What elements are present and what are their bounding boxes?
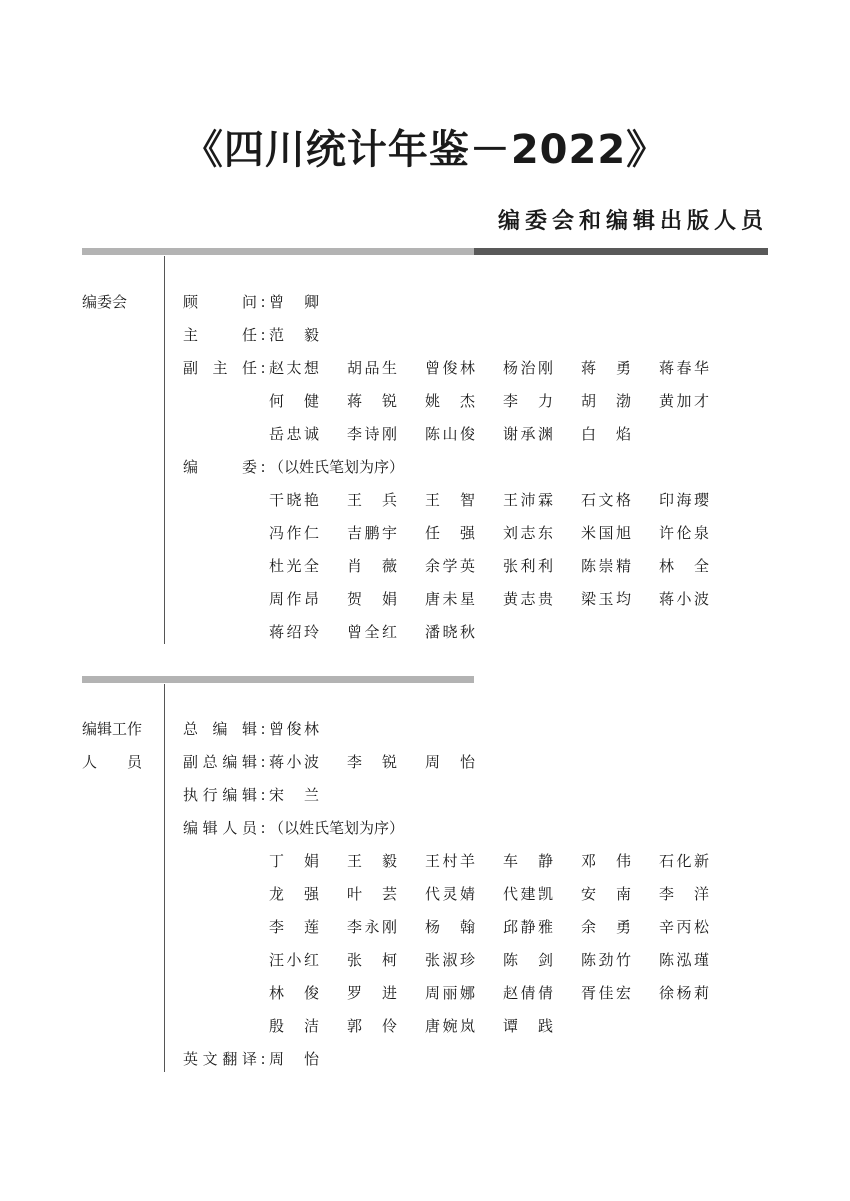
deputy-chief-editor-names: [269, 746, 503, 779]
editor-names-row-5: [269, 977, 737, 1010]
person-name: 曾 卿: [269, 293, 319, 311]
role-label: 编辑人员: [183, 819, 257, 837]
person-name: 王村羊: [425, 852, 475, 870]
person-name: 邓 伟: [581, 852, 631, 870]
person-name: 陈劲竹: [581, 951, 631, 969]
person-name: 唐婉岚: [425, 1017, 475, 1035]
person-name: 代灵婧: [425, 885, 475, 903]
person-name: 岳忠诚: [269, 425, 319, 443]
committee-label-text: 编委会: [82, 293, 128, 311]
person-name: 王 毅: [347, 852, 397, 870]
person-name: 许伦泉: [659, 524, 709, 542]
editorial-divider: [164, 684, 165, 1072]
committee-divider: [164, 256, 165, 644]
person-name: 范 毅: [269, 326, 319, 344]
person-name: 曾俊林: [425, 359, 475, 377]
person-name: 姚 杰: [425, 392, 475, 410]
person-name: 蒋春华: [659, 359, 709, 377]
person-name: 王 智: [425, 491, 475, 509]
person-name: 周 怡: [425, 753, 475, 771]
person-name: 曾全红: [347, 623, 397, 641]
member-names-row-2: [269, 517, 737, 550]
top-rule-light: [82, 248, 474, 255]
editor-names-row-6: [269, 1010, 581, 1043]
advisor-row: 顾 问 : 曾 卿: [183, 286, 347, 319]
deputy-chief-editor-row: 副总编辑 :: [183, 746, 269, 779]
person-name: 石化新: [659, 852, 709, 870]
role-label: 英文翻译: [183, 1050, 257, 1068]
person-name: 黄志贵: [503, 590, 553, 608]
person-name: 蒋 锐: [347, 392, 397, 410]
person-name: 任 强: [425, 524, 475, 542]
editor-names-row-1: [269, 845, 737, 878]
person-name: 赵倩倩: [503, 984, 553, 1002]
person-name: 蒋小波: [269, 753, 319, 771]
member-names-row-4: [269, 583, 737, 616]
person-name: 冯作仁: [269, 524, 319, 542]
chief-editor-row: 总 编 辑 : 曾俊林: [183, 713, 347, 746]
person-name: 王沛霖: [503, 491, 553, 509]
person-name: 龙 强: [269, 885, 319, 903]
person-name: 黄加才: [659, 392, 709, 410]
person-name: 张利利: [503, 557, 553, 575]
section-rule: [82, 676, 474, 683]
editor-names-row-2: [269, 878, 737, 911]
person-name: 余 勇: [581, 918, 631, 936]
role-label: 编 委: [183, 458, 257, 476]
person-name: 刘志东: [503, 524, 553, 542]
director-row: 主 任 : 范 毅: [183, 319, 347, 352]
person-name: 辛丙松: [659, 918, 709, 936]
top-rule-dark: [474, 248, 768, 255]
person-name: 干晓艳: [269, 491, 319, 509]
person-name: 肖 薇: [347, 557, 397, 575]
person-name: 周作昂: [269, 590, 319, 608]
deputy-director-names-row-3: [269, 418, 659, 451]
person-name: 蒋 勇: [581, 359, 631, 377]
ordering-note: （以姓氏笔划为序）: [269, 458, 405, 476]
book-title: 《四川统计年鉴－2022》: [182, 127, 668, 173]
person-name: 杨 翰: [425, 918, 475, 936]
members-row: 编 委 : （以姓氏笔划为序）: [183, 451, 404, 484]
executive-editor-row: 执行编辑 : 宋 兰: [183, 779, 347, 812]
committee-label: [82, 286, 127, 319]
member-names-row-3: [269, 550, 737, 583]
person-name: 郭 伶: [347, 1017, 397, 1035]
person-name: 杨治刚: [503, 359, 553, 377]
person-name: 余学英: [425, 557, 475, 575]
person-name: 张 柯: [347, 951, 397, 969]
person-name: 李诗刚: [347, 425, 397, 443]
role-label: 主 任: [183, 326, 257, 344]
person-name: 陈 剑: [503, 951, 553, 969]
person-name: 蒋绍玲: [269, 623, 319, 641]
person-name: 丁 娟: [269, 852, 319, 870]
person-name: 陈山俊: [425, 425, 475, 443]
person-name: 叶 芸: [347, 885, 397, 903]
role-label: 副 主 任: [183, 359, 257, 377]
person-name: 印海璎: [659, 491, 709, 509]
person-name: 何 健: [269, 392, 319, 410]
deputy-director-row: 副 主 任 :: [183, 352, 269, 385]
person-name: 宋 兰: [269, 786, 319, 804]
person-name: 米国旭: [581, 524, 631, 542]
person-name: 徐杨莉: [659, 984, 709, 1002]
member-names-row-5: [269, 616, 503, 649]
person-name: 陈崇精: [581, 557, 631, 575]
person-name: 李 锐: [347, 753, 397, 771]
page-heading: 编委会和编辑出版人员: [497, 208, 768, 234]
editor-names-row-3: [269, 911, 737, 944]
editors-row: 编辑人员 : （以姓氏笔划为序）: [183, 812, 404, 845]
person-name: 车 静: [503, 852, 553, 870]
role-label: 副总编辑: [183, 753, 257, 771]
person-name: 梁玉均: [581, 590, 631, 608]
role-label: 顾 问: [183, 293, 257, 311]
person-name: 林 全: [659, 557, 709, 575]
person-name: 吉鹏宇: [347, 524, 397, 542]
deputy-director-names-row-1: [269, 352, 737, 385]
editorial-label-line2: 人 员: [82, 753, 143, 771]
person-name: 李 力: [503, 392, 553, 410]
person-name: 汪小红: [269, 951, 319, 969]
person-name: 石文格: [581, 491, 631, 509]
ordering-note: （以姓氏笔划为序）: [269, 819, 405, 837]
person-name: 邱静雅: [503, 918, 553, 936]
person-name: 胥佳宏: [581, 984, 631, 1002]
person-name: 蒋小波: [659, 590, 709, 608]
deputy-director-names-row-2: [269, 385, 737, 418]
person-name: 李永刚: [347, 918, 397, 936]
person-name: 赵太想: [269, 359, 319, 377]
editor-names-row-4: [269, 944, 737, 977]
person-name: 林 俊: [269, 984, 319, 1002]
person-name: 罗 进: [347, 984, 397, 1002]
role-label: 总 编 辑: [183, 720, 257, 738]
person-name: 王 兵: [347, 491, 397, 509]
person-name: 潘晓秋: [425, 623, 475, 641]
person-name: 胡品生: [347, 359, 397, 377]
person-name: 谭 践: [503, 1017, 553, 1035]
editorial-label-line1: 编辑工作: [82, 720, 143, 738]
person-name: 胡 渤: [581, 392, 631, 410]
person-name: 周 怡: [269, 1050, 319, 1068]
person-name: 曾俊林: [269, 720, 319, 738]
person-name: 白 焰: [581, 425, 631, 443]
person-name: 陈泓瑾: [659, 951, 709, 969]
person-name: 代建凯: [503, 885, 553, 903]
person-name: 张淑珍: [425, 951, 475, 969]
editorial-label: [82, 713, 142, 779]
person-name: 杜光全: [269, 557, 319, 575]
person-name: 贺 娟: [347, 590, 397, 608]
translator-row: 英文翻译 : 周 怡: [183, 1043, 347, 1076]
person-name: 李 莲: [269, 918, 319, 936]
person-name: 殷 洁: [269, 1017, 319, 1035]
person-name: 李 洋: [659, 885, 709, 903]
person-name: 安 南: [581, 885, 631, 903]
role-label: 执行编辑: [183, 786, 257, 804]
person-name: 周丽娜: [425, 984, 475, 1002]
person-name: 唐未星: [425, 590, 475, 608]
person-name: 谢承渊: [503, 425, 553, 443]
member-names-row-1: [269, 484, 737, 517]
